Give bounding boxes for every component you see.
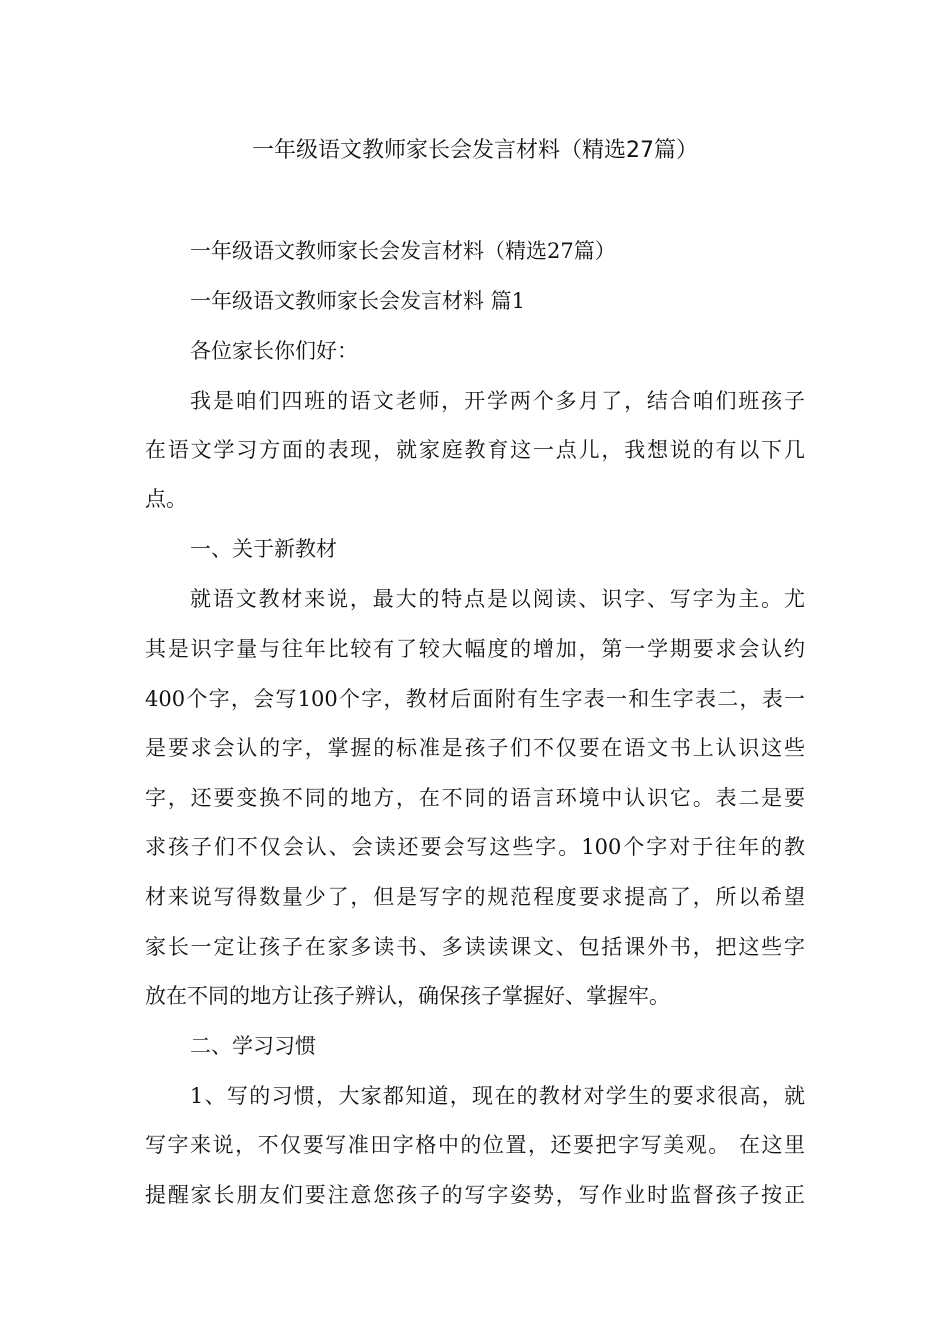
section-heading: 二、学习习惯 (190, 1034, 316, 1058)
paragraph-line: 家长一定让孩子在家多读书、多读读课文、包括课外书，把这些字 (145, 935, 805, 959)
paragraph-line: 我是咱们四班的语文老师，开学两个多月了，结合咱们班孩子 (190, 389, 805, 413)
paragraph-line: 求孩子们不仅会认、会读还要会写这些字。100个字对于往年的教 (145, 835, 805, 859)
paragraph-line: 字，还要变换不同的地方，在不同的语言环境中认识它。表二是要 (145, 786, 805, 810)
paragraph-line: 400个字，会写100个字，教材后面附有生字表一和生字表二，表一 (145, 687, 805, 711)
greeting-line: 各位家长你们好： (190, 339, 358, 363)
paragraph-line: 点。 (145, 487, 187, 511)
paragraph-line: 1、写的习惯，大家都知道，现在的教材对学生的要求很高，就 (190, 1084, 805, 1108)
section-heading: 一、关于新教材 (190, 537, 337, 561)
document-title: 一年级语文教师家长会发言材料（精选27篇） (252, 138, 698, 163)
paragraph-line: 材来说写得数量少了，但是写字的规范程度要求提高了，所以希望 (145, 885, 805, 909)
section-heading-1: 一年级语文教师家长会发言材料 篇1 (190, 289, 526, 313)
paragraph-line: 就语文教材来说，最大的特点是以阅读、识字、写字为主。尤 (190, 587, 805, 611)
paragraph-line: 写字来说，不仅要写准田字格中的位置，还要把字写美观。 在这里 (145, 1133, 805, 1157)
subtitle-line: 一年级语文教师家长会发言材料（精选27篇） (190, 239, 616, 263)
paragraph-line: 放在不同的地方让孩子辨认，确保孩子掌握好、掌握牢。 (145, 984, 670, 1008)
paragraph-line: 在语文学习方面的表现，就家庭教育这一点儿，我想说的有以下几 (145, 438, 805, 462)
paragraph-line: 其是识字量与往年比较有了较大幅度的增加，第一学期要求会认约 (145, 637, 805, 661)
paragraph-line: 是要求会认的字，掌握的标准是孩子们不仅要在语文书上认识这些 (145, 736, 805, 760)
paragraph-line: 提醒家长朋友们要注意您孩子的写字姿势，写作业时监督孩子按正 (145, 1183, 805, 1207)
